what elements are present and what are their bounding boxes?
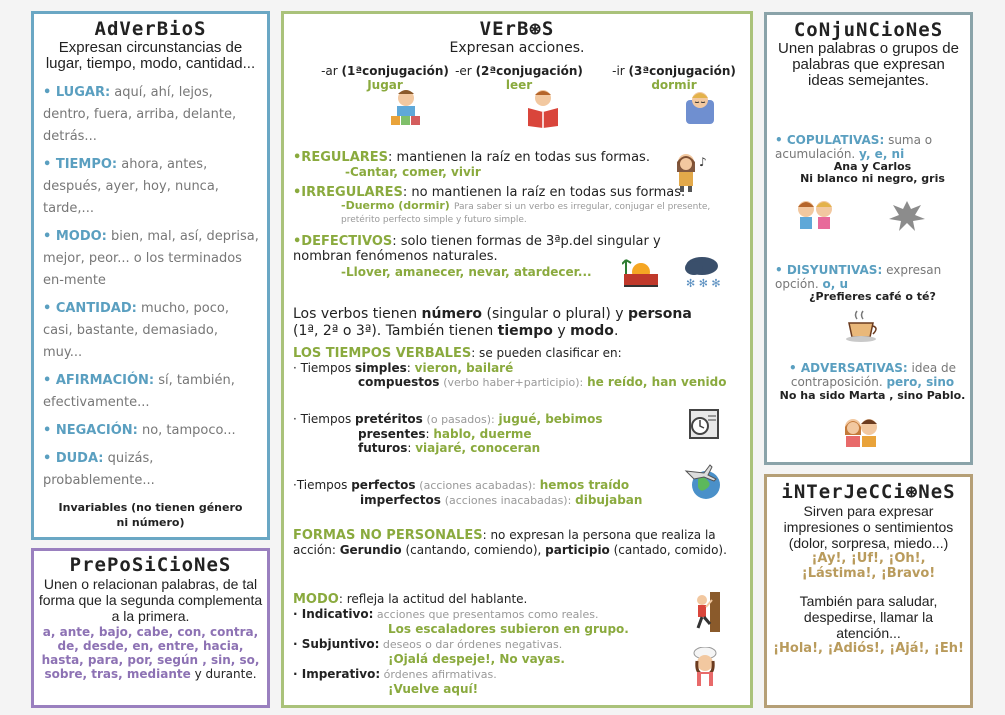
child-playing-blocks-icon — [388, 86, 424, 126]
preposiciones-desc: Unen o relacionan palabras, de tal forma que la segunda complementa a la primera. — [38, 576, 263, 624]
preposiciones-panel — [31, 548, 270, 708]
child-sleeping-icon — [682, 86, 718, 126]
adv-item-duda: • DUDA: quizás, probablemente... — [43, 451, 155, 488]
adverbios-desc: Expresan circunstancias de lugar, tiempo, modo, cantidad... — [45, 39, 256, 72]
climber-icon — [688, 592, 722, 632]
conjunciones-title: CoNjuNCioNeS — [793, 19, 944, 41]
preposiciones-list: a, ante, bajo, cabe, con, contra, de, desde, en, entre, hacia, hasta, para, por, según , sin, so, sobre, tras, mediante y durante. — [41, 625, 260, 681]
modo-section: MODO: refleja la actitud del hablante. · Indicativo: acciones que presentamos como reales. Los escaladores subieron en grupo. · Subjuntivo: deseos o dar órdenes negativas. ¡Ojalá despeje!, No vayas. · Imperativo: órdenes afirmativas. ¡Vuelve aquí! — [293, 592, 629, 696]
adv-item-cantidad: • CANTIDAD: mucho, poco, casi, bastante, demasiado, muy... — [43, 301, 229, 360]
interjecciones-desc: Sirven para expresar impresiones o sentimientos (dolor, sorpresa, miedo...) — [783, 503, 954, 551]
globe-airplane-icon — [684, 461, 724, 501]
interjecciones-desc2: También para saludar, despedirse, llamar la atención... — [799, 593, 938, 641]
preteritos-section: · Tiempos pretéritos (o pasados): jugué, bebimos presentes: hablo, duerme futuros: viajaré, conoceran — [293, 412, 603, 455]
interjecciones-ex1: ¡Ay!, ¡Uf!, ¡Oh!, ¡Lástima!, ¡Bravo! — [801, 551, 936, 581]
adv-item-modo: • MODO: bien, mal, así, deprisa, mejor, peor... o los terminados en-mente — [43, 229, 259, 288]
verbos-title: VErB⊛S — [479, 18, 555, 40]
svg-text:✻ ✻ ✻: ✻ ✻ ✻ — [686, 277, 721, 290]
formas-no-personales: FORMAS NO PERSONALES: no expresan la persona que realiza la acción: Gerundio (cantando, comiendo), participio (cantado, comido). — [293, 528, 727, 557]
interjecciones-ex2: ¡Hola!, ¡Adiós!, ¡Ajá!, ¡Eh! — [773, 641, 964, 656]
conjunciones-desc: Unen palabras o grupos de palabras que expresan ideas semejantes. — [778, 40, 959, 89]
adv-item-lugar: • LUGAR: aquí, ahí, lejos, dentro, fuera, arriba, delante, detrás... — [43, 85, 237, 144]
adverbios-title: AdVerBioS — [94, 18, 207, 40]
child-reading-book-icon — [525, 88, 561, 128]
coffee-cup-icon — [843, 309, 881, 343]
adversativas-section: • ADVERSATIVAS: idea de contraposición. pero, sino No ha sido Marta , sino Pablo. — [779, 361, 966, 402]
conj-er: -er (2ªconjugación) leer — [455, 64, 583, 92]
tiempos-compuestos: compuestos (verbo haber+participio): he reído, han venido — [358, 375, 727, 389]
regulares-section: •REGULARES: mantienen la raíz en todas sus formas. -Cantar, comer, vivir — [293, 150, 650, 179]
irregulares-section: •IRREGULARES: no mantienen la raíz en todas sus formas. -Duermo (dormir) Para saber si un verbo es irregular, conjugar el presente, pretérito perfecto simple y futuro simple. — [293, 185, 711, 225]
conj-ar: -ar (1ªconjugación) Jugar — [321, 64, 449, 92]
defectivos-section: •DEFECTIVOS: solo tienen formas de 3ªp.del singular y nombran fenómenos naturales. -Llover, amanecer, nevar, atardecer... — [293, 234, 661, 279]
adverbios-panel — [31, 11, 270, 540]
tiempos-section: LOS TIEMPOS VERBALES: se pueden clasificar en: · Tiempos simples: vieron, bailaré compuestos (verbo haber+participio): he reído, han venido — [293, 346, 743, 390]
two-people-icon — [841, 415, 881, 449]
preposiciones-title: PrePoSiCioNeS — [69, 554, 232, 576]
paint-splash-icon — [887, 197, 927, 233]
adv-item-afirmacion: • AFIRMACIÓN: sí, también, efectivamente... — [43, 373, 235, 410]
numero-persona-text: Los verbos tienen número (singular o plural) y persona (1ª, 2ª o 3ª). También tienen tiempo y modo. — [293, 306, 692, 339]
svg-text:♪: ♪ — [699, 155, 707, 169]
copulativas-section: • COPULATIVAS: suma o acumulación. y, e, ni Ana y Carlos Ni blanco ni negro, gris — [775, 133, 945, 185]
two-kids-icon — [795, 197, 835, 231]
conj-ir: -ir (3ªconjugación) dormir — [612, 64, 736, 92]
interjecciones-title: iNTerJeCCi⊛NeS — [781, 481, 956, 503]
verbos-panel — [281, 11, 753, 708]
adverbios-list — [34, 72, 267, 492]
adverbios-note: Invariables (no tienen género ni número) — [58, 501, 243, 529]
verbos-desc: Expresan acciones. — [449, 40, 585, 56]
interjecciones-panel — [764, 474, 973, 708]
calendar-history-icon — [686, 406, 724, 442]
chef-girl-icon — [688, 647, 722, 687]
snow-cloud-icon — [682, 254, 722, 290]
adv-item-negacion: • NEGACIÓN: no, tampoco... — [43, 423, 236, 438]
disyuntivas-section: • DISYUNTIVAS: expresan opción. o, u ¿Prefieres café o té? — [775, 263, 942, 303]
perfectos-section: ·Tiempos perfectos (acciones acabadas): hemos traído imperfectos (acciones inacabadas): dibujaban — [293, 478, 643, 507]
conjunciones-panel — [764, 12, 973, 465]
tiempos-simples: · Tiempos simples: vieron, bailaré — [293, 361, 514, 375]
sunset-landscape-icon — [622, 252, 660, 288]
adv-item-tiempo: • TIEMPO: ahora, antes, después, ayer, hoy, nunca, tarde,... — [43, 157, 219, 216]
